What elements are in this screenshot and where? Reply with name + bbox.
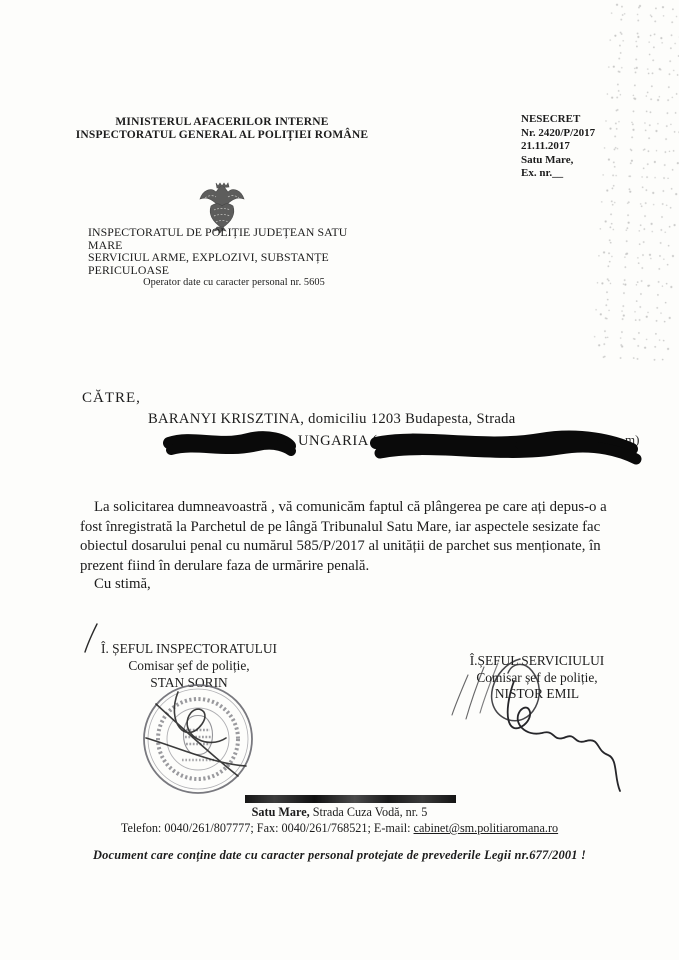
unit-line-2: SERVICIUL ARME, EXPLOZIVI, SUBSTANȚE PERICULOASE bbox=[88, 250, 329, 277]
body-paragraph: La solicitarea dumneavoastră , vă comunicăm faptul că plângerea pe care ați depus-o a fost înregistrată la Parchetul de pe lângă Tribunalul Satu Mare, iar aspectele sesizate fac obiectul dosarului penal cu numărul 585/P/2017 al unității de parchet sus menționate, în prezent fiind în derulare faza de urmărire penală. bbox=[80, 499, 607, 574]
right-signer-rank: Comisar șef de poliție, bbox=[476, 669, 598, 685]
redaction-bar-icon bbox=[370, 427, 646, 471]
right-signer-title: Î.ȘEFUL SERVICIULUI bbox=[469, 653, 605, 668]
right-signer-name: NISTOR EMIL bbox=[494, 686, 580, 702]
footer-divider-bar bbox=[245, 795, 456, 803]
document-date: 21.11.2017 bbox=[521, 140, 570, 153]
letterhead-ministry bbox=[62, 116, 382, 142]
redacted-tail-hint: m) bbox=[625, 432, 640, 447]
issuing-unit-block bbox=[88, 226, 380, 290]
footer-contact bbox=[0, 821, 679, 836]
document-copy-number: Ex. nr.__ bbox=[521, 167, 564, 180]
letter-body bbox=[80, 498, 632, 576]
official-stamp-icon bbox=[138, 680, 258, 798]
ministry-line-2: INSPECTORATUL GENERAL AL POLIȚIEI ROMÂNE bbox=[75, 129, 369, 141]
privacy-notice: Document care conține date cu caracter personal protejate de prevederile Legii nr.677/2001 ! bbox=[93, 848, 586, 862]
handwritten-signature-icon bbox=[428, 653, 672, 803]
addressee-line: BARANYI KRISZTINA, domiciliu 1203 Budapesta, Strada bbox=[148, 411, 516, 427]
left-signer-rank: Comisar șef de poliție, bbox=[128, 658, 250, 673]
document-meta-block bbox=[521, 113, 671, 181]
addressee-country: UNGARIA ( bbox=[298, 433, 378, 449]
footer-phone-fax: Telefon: 0040/261/807777; Fax: 0040/261/768521; E-mail: bbox=[120, 821, 414, 835]
footer-email: cabinet@sm.politiaromana.ro bbox=[413, 821, 559, 835]
closing-phrase: Cu stimă, bbox=[94, 576, 151, 592]
left-signer-name: STAN SORIN bbox=[150, 675, 228, 690]
document-number: Nr. 2420/P/2017 bbox=[521, 126, 596, 139]
document-city: Satu Mare, bbox=[521, 153, 574, 166]
ministry-line-1: MINISTERUL AFACERILOR INTERNE bbox=[115, 116, 329, 128]
unit-line-1: INSPECTORATUL DE POLIȚIE JUDEȚEAN SATU MARE bbox=[88, 225, 348, 252]
redaction-bar-icon bbox=[163, 430, 298, 462]
classification-label: NESECRET bbox=[521, 113, 581, 125]
salutation: CĂTRE, bbox=[82, 390, 141, 406]
left-signer-title: Î. ȘEFUL INSPECTORATULUI bbox=[101, 641, 277, 656]
footer-street: Strada Cuza Vodă, nr. 5 bbox=[309, 805, 428, 819]
data-operator-line: Operator date cu caracter personal nr. 5605 bbox=[143, 277, 325, 289]
footer-city: Satu Mare, bbox=[251, 805, 310, 819]
footer-address bbox=[0, 805, 679, 820]
